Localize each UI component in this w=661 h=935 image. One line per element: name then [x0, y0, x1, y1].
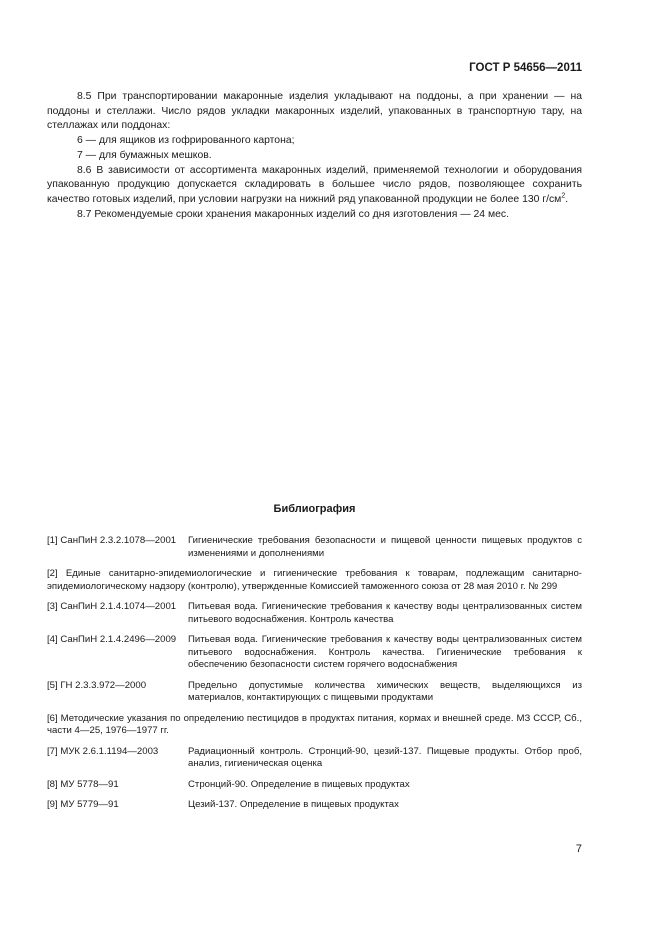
bibliography-entry: [47, 601, 582, 626]
paragraph-8-7: 8.7 Рекомендуемые сроки хранения макаронных изделий со дня изготовления — 24 мес.: [77, 208, 509, 220]
page-number: 7: [575, 843, 582, 855]
bibliography-entry: [47, 634, 582, 672]
bibliography-desc: Питьевая вода. Гигиенические требования к качеству воды централизованных систем питьевого водоснабжения. Контроль качества. Гигиенические требования к обеспечению безопасности систем горячего водоснабжения: [188, 634, 582, 670]
bibliography-entry: [47, 779, 582, 792]
bibliography-ref: [7] МУК 2.6.1.1194—2003: [47, 745, 159, 757]
bibliography-ref: [1] СанПиН 2.3.2.1078—2001: [47, 535, 177, 546]
bibliography-entry: [6] Методические указания по определению пестицидов в продуктах питания, кормах и внешней среде. МЗ СССР, Сб., части 4—25, 1976—1977 гг.: [47, 712, 582, 736]
bibliography-title: Библиография: [273, 503, 356, 515]
paragraph-8-6-end: .: [565, 193, 569, 205]
paragraph-8-5-item-cardboard: 6 — для ящиков из гофрированного картона;: [77, 135, 295, 147]
bibliography-ref: [4] СанПиН 2.1.4.2496—2009: [47, 634, 177, 645]
bibliography-ref: [5] ГН 2.3.3.972—2000: [47, 679, 147, 691]
bibliography-entry: [47, 799, 582, 812]
standard-code: ГОСТ Р 54656—2011: [469, 62, 582, 74]
bibliography-desc: Питьевая вода. Гигиенические требования к качеству воды централизованных систем питьевого водоснабжения. Контроль качества: [188, 601, 582, 625]
bibliography-desc: Стронций-90. Определение в пищевых продуктах: [188, 778, 410, 790]
bibliography-desc: Цезий-137. Определение в пищевых продуктах: [188, 799, 399, 810]
bibliography-desc: Предельно допустимые количества химических веществ, выделяющихся из материалов, контактирующих с пищевыми продуктами: [188, 679, 582, 703]
bibliography-entry: [2] Единые санитарно-эпидемиологические и гигиенические требования к товарам, подлежащим санитарно-эпидемиологическому надзору (контролю), утвержденные Комиссией таможенного союза от 28 мая 2010 г. № 299: [47, 568, 582, 592]
bibliography-entry: [47, 680, 582, 705]
section-8-body: [47, 90, 582, 222]
bibliography-desc: Гигиенические требования безопасности и пищевой ценности пищевых продуктов с изменениями и дополнениями: [188, 535, 582, 559]
bibliography-ref: [3] СанПиН 2.1.4.1074—2001: [47, 601, 177, 612]
bibliography-desc: Радиационный контроль. Стронций-90, цезий-137. Пищевые продукты. Отбор проб, анализ, гигиеническая оценка: [188, 745, 582, 769]
paragraph-8-5-item-bags: 7 — для бумажных мешков.: [77, 149, 212, 161]
bibliography-ref: [8] МУ 5778—91: [47, 778, 119, 790]
bibliography-ref: [9] МУ 5779—91: [47, 799, 119, 810]
paragraph-8-6-text: 8.6 В зависимости от ассортимента макаронных изделий, применяемой технологии и оборудования упакованную продукцию допускается складировать в большее число рядов, позволяющее сохранить качество готовых изделий, при условии нагрузки на нижний ряд упакованной продукции не более 130 г/см: [47, 164, 582, 205]
bibliography-list: [47, 535, 582, 820]
bibliography-entry: [47, 535, 582, 560]
bibliography-entry: [47, 746, 582, 771]
superscript-exponent: 2: [561, 192, 566, 200]
paragraph-8-6: [47, 164, 582, 208]
paragraph-8-5: 8.5 При транспортировании макаронные изделия укладывают на поддоны, а при хранении — на поддоны и стеллажи. Число рядов укладки макаронных изделий, упакованных в транспортную тару, на стеллажах или поддонах:: [47, 91, 582, 132]
